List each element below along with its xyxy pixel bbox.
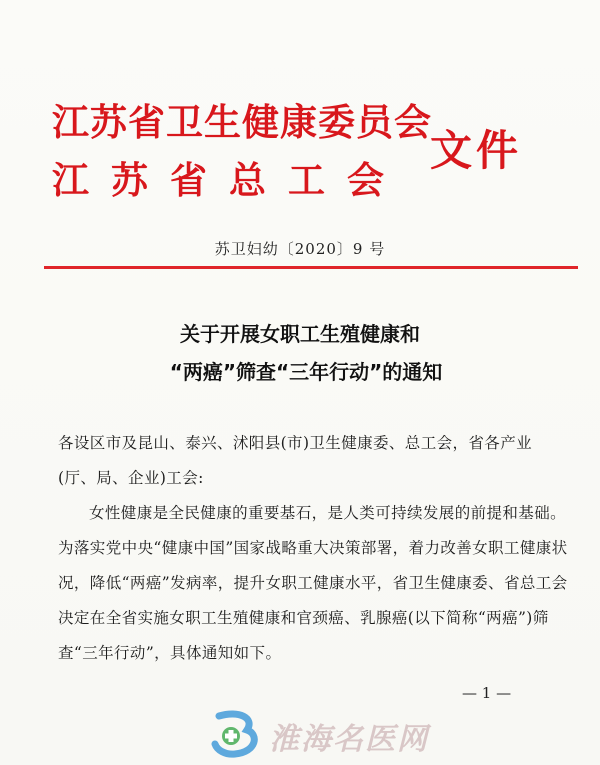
watermark-logo-icon [205,708,269,760]
watermark [205,708,429,760]
document-type-label: 文件 [430,126,523,175]
document-number: 苏卫妇幼〔2020〕9 号 [214,240,386,258]
salutation: 各设区市及昆山、泰兴、沭阳县(市)卫生健康委、总工会，省各产业(厅、局、企业)工会: [58,434,532,487]
red-divider [44,266,578,269]
title-line-2: “两癌”筛查“三年行动”的通知 [169,360,443,384]
body-paragraph: 女性健康是全民健康的重要基石，是人类可持续发展的前提和基础。为落实党中央“健康中国”国家战略重大决策部署，着力改善女职工健康状况，降低“两癌”发病率，提升女职工健康水平，省卫生健康委、省总工会决定在全省实施女职工生殖健康和官颈癌、乳腺癌(以下简称“两癌”)筛查“三年行动”，具体通知如下。 [58,504,568,662]
title-line-1: 关于开展女职工生殖健康和 [180,322,420,346]
page-number: — 1 — [462,684,512,702]
watermark-text: 淮海名医网 [269,722,429,757]
issuer-trade-union: 江苏省总工会 [52,158,406,202]
issuer-health-commission: 江苏省卫生健康委员会 [52,100,432,144]
